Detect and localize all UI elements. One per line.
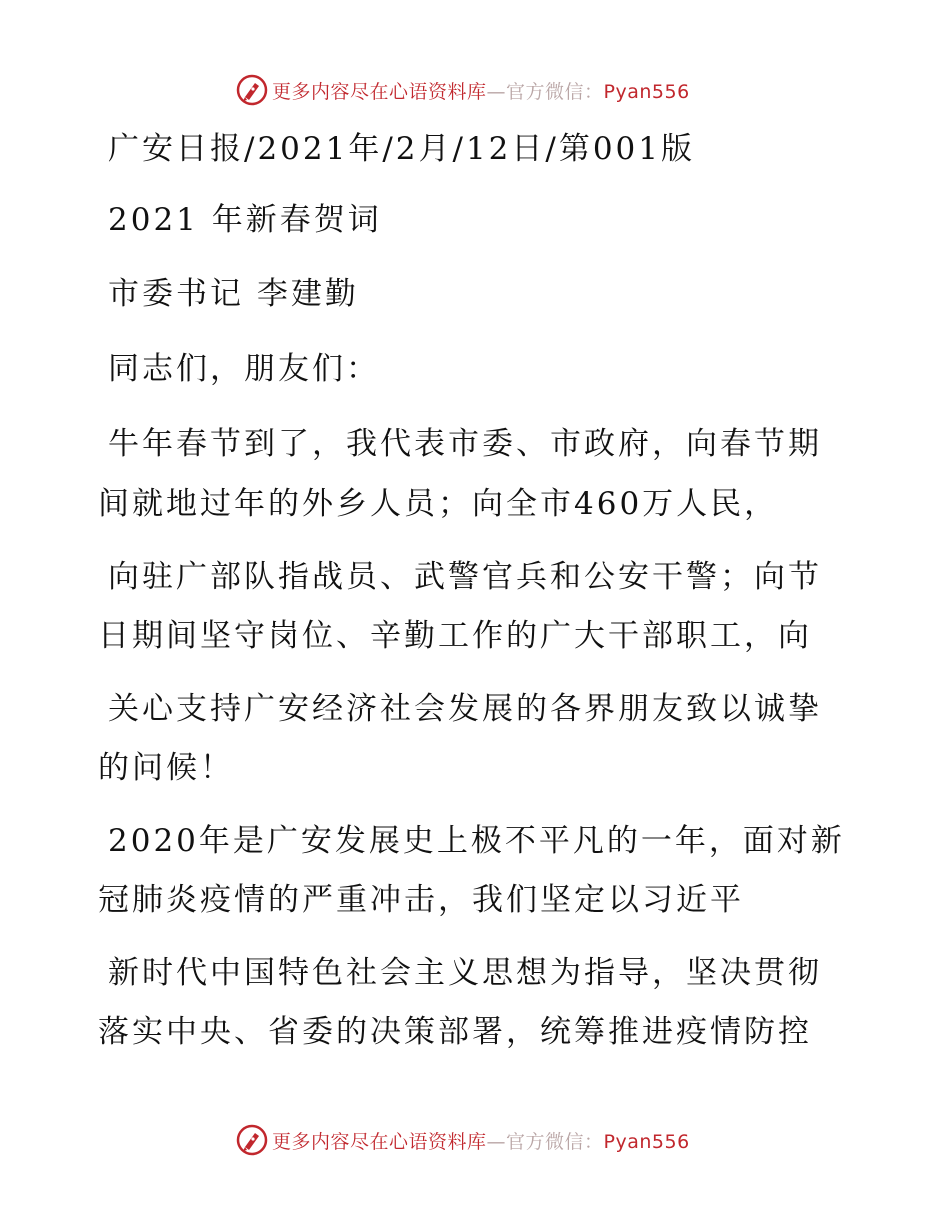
body-line: 落实中央、省委的决策部署，统筹推进疫情防控 (98, 1014, 812, 1050)
watermark-wechat-id: Pyan556 (603, 80, 690, 103)
watermark-wechat-id: Pyan556 (603, 1130, 690, 1153)
pen-nib-logo-icon (236, 74, 268, 106)
body-line: 冠肺炎疫情的严重冲击，我们坚定以习近平 (98, 882, 744, 918)
author-line: 市委书记 李建勤 (108, 276, 359, 312)
watermark-separator: — (486, 1130, 507, 1153)
document-title: 2021 年新春贺词 (108, 202, 382, 238)
watermark-separator: — (486, 80, 507, 103)
watermark-text (272, 1127, 690, 1154)
body-line: 的问候！ (98, 750, 234, 786)
watermark-header (236, 73, 690, 107)
watermark-main-text: 更多内容尽在心语资料库 (272, 80, 487, 103)
body-line: 间就地过年的外乡人员；向全市460万人民， (98, 486, 779, 522)
body-line: 关心支持广安经济社会发展的各界朋友致以诚挚 (108, 691, 822, 727)
watermark-footer (236, 1123, 690, 1157)
source-line: 广安日报/2021年/2月/12日/第001版 (108, 131, 696, 167)
body-line: 牛年春节到了，我代表市委、市政府，向春节期 (108, 426, 822, 462)
watermark-main-text: 更多内容尽在心语资料库 (272, 1130, 487, 1153)
body-line: 向驻广部队指战员、武警官兵和公安干警；向节 (108, 559, 822, 595)
pen-nib-logo-icon (236, 1124, 268, 1156)
salutation: 同志们，朋友们： (108, 351, 380, 387)
watermark-wechat-label: 官方微信： (506, 80, 604, 103)
watermark-text (272, 77, 690, 104)
body-line: 日期间坚守岗位、辛勤工作的广大干部职工，向 (98, 618, 812, 654)
body-line: 2020年是广安发展史上极不平凡的一年，面对新 (108, 823, 845, 859)
body-line: 新时代中国特色社会主义思想为指导，坚决贯彻 (108, 955, 822, 991)
watermark-wechat-label: 官方微信： (506, 1130, 604, 1153)
